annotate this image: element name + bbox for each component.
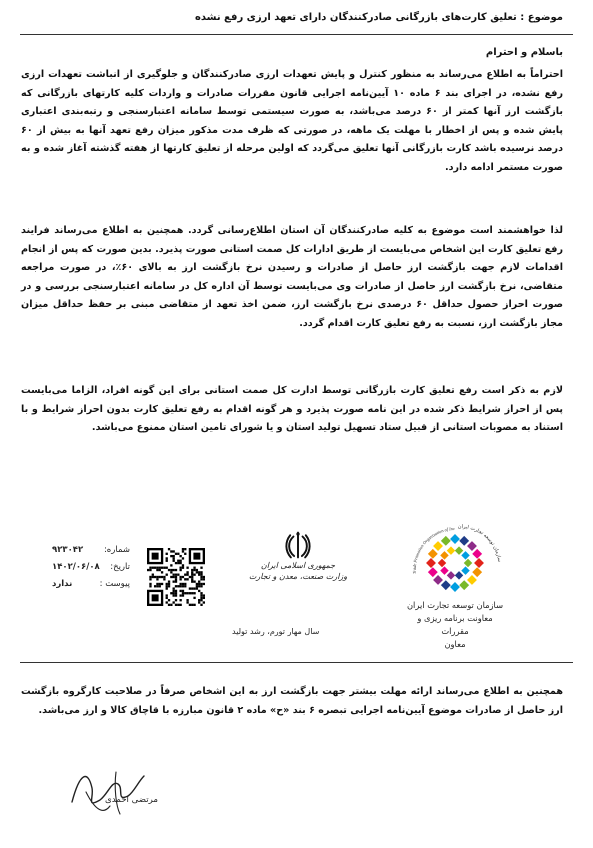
- attachment-value: ندارد: [52, 579, 73, 589]
- svg-text:سازمان توسعه تجارت ایران: سازمان توسعه تجارت ایران: [457, 523, 503, 563]
- number-value: ۹۲۳۰۴۲: [52, 545, 84, 555]
- organization-name: سازمان توسعه تجارت ایران: [406, 600, 504, 610]
- year-slogan: سال مهار تورم، رشد تولید: [232, 627, 320, 636]
- subject-divider: [20, 34, 573, 35]
- attachment-label: پیوست :: [99, 579, 130, 589]
- ministry-emblem-block: [248, 530, 348, 582]
- letter-metadata: [52, 542, 130, 593]
- iran-emblem-icon: [285, 530, 311, 560]
- footer-divider: [20, 662, 573, 663]
- paragraph-1: احتراماً به اطلاع می‌رساند به منظور کنترل و پایش تعهدات ارزی صادرکنندگان و جلوگیری از انباشت تعهدات ارزی رفع نشده، در اجرای بند ۶ ماده ۱۰ آیین‌نامه اجرایی قانون مقررات صادرات و واردات کلیه کارتهای بازرگانی که بازگشت ارز آنها کمتر از ۶۰ درصد می‌باشد، به صورت سیستمی توسط سامانه اعتبارسنجی و رتبه‌بندی اعتباری پایش شده و پس از اخطار با مهلت یک ماهه، در صورتی که ظرف مدت مذکور میزان رفع تعهد آنها به بیش از ۶۰ درصد نرسیده باشد کارت بازرگانی آنها تعلیق می‌گردد که اولین مرحله از تعلیق کارتها از هفته گذشته آغاز شده و به صورت مستمر ادامه دارد.: [21, 69, 563, 173]
- handwritten-signature: [66, 762, 148, 820]
- date-value: ۱۴۰۲/۰۶/۰۸: [52, 562, 100, 572]
- emblem-caption-1: جمهوری اسلامی ایران: [260, 561, 336, 570]
- organization-unit: معاونت برنامه ریزی و مقررات: [417, 613, 493, 636]
- number-label: شماره:: [103, 545, 130, 555]
- paragraph-3: لازم به ذکر است رفع تعلیق کارت بازرگانی توسط ادارت کل صمت استانی برای این گونه افراد، الزاما می‌بایست پس از احراز شرایط ذکر شده در این نامه صورت پذیرد و هر گونه اقدام به رفع تعلیق کارت بدون احراز شرایط و با استناد به مصوبات استانی از قبیل ستاد تسهیل تولید استان و یا شورای تامین استان ممنوع می‌باشد.: [21, 385, 563, 434]
- salutation: باسلام و احترام: [485, 47, 563, 58]
- date-label: تاریخ:: [110, 562, 130, 572]
- tpo-logo-arc-text: [408, 522, 504, 582]
- qr-code-icon: [147, 548, 205, 606]
- signer-name: مرتضی احمدی: [105, 795, 158, 805]
- organization-position: معاون: [444, 639, 466, 649]
- organization-block: [405, 599, 505, 651]
- svg-text:Trade Promotion Organization o: Trade Promotion Organization of Ira: [411, 525, 455, 575]
- paragraph-4: همچنین به اطلاع می‌رساند ارائه مهلت بیشتر جهت بازگشت ارز به این اشخاص صرفاً در صلاحیت کارگروه بازگشت ارز حاصل از صادرات موضوع آیین‌نامه اجرایی تبصره ۶ بند «ح» ماده ۲ قانون مبارزه با قاچاق کالا و ارز می‌باشد.: [21, 686, 563, 716]
- paragraph-2: لذا خواهشمند است موضوع به کلیه صادرکنندگان آن استان اطلاع‌رسانی گردد. همچنین به اطلاع می‌رساند فرایند رفع تعلیق کارت این اشخاص می‌بایست از طریق ادارات کل صمت استانی صورت پذیرد. بدین صورت که پس از انجام اقدامات لازم جهت بازگشت ارز حاصل از صادرات و رسیدن نرخ بازگشت ارز به بالای ۶۰٪، در صورت مراجعه متقاضی، نرخ بازگشت ارز حاصل از صادرات وی می‌بایست توسط آن اداره کل در سامانه اعتبارسنجی بررسی و در صورت احراز حصول حداقل ۶۰ درصدی نرخ بازگشت ارز، ضمن اخذ تعهد از متقاضی مبنی بر حفظ حداقل میزان مجاز بازگشت ارز، نسبت به رفع تعلیق کارت اقدام گردد.: [21, 225, 564, 329]
- emblem-caption-2: وزارت صنعت، معدن و تجارت: [248, 572, 348, 581]
- letter-subject: موضوع : تعلیق کارت‌های بازرگانی صادرکنندگان دارای تعهد ارزی رفع نشده: [194, 12, 563, 23]
